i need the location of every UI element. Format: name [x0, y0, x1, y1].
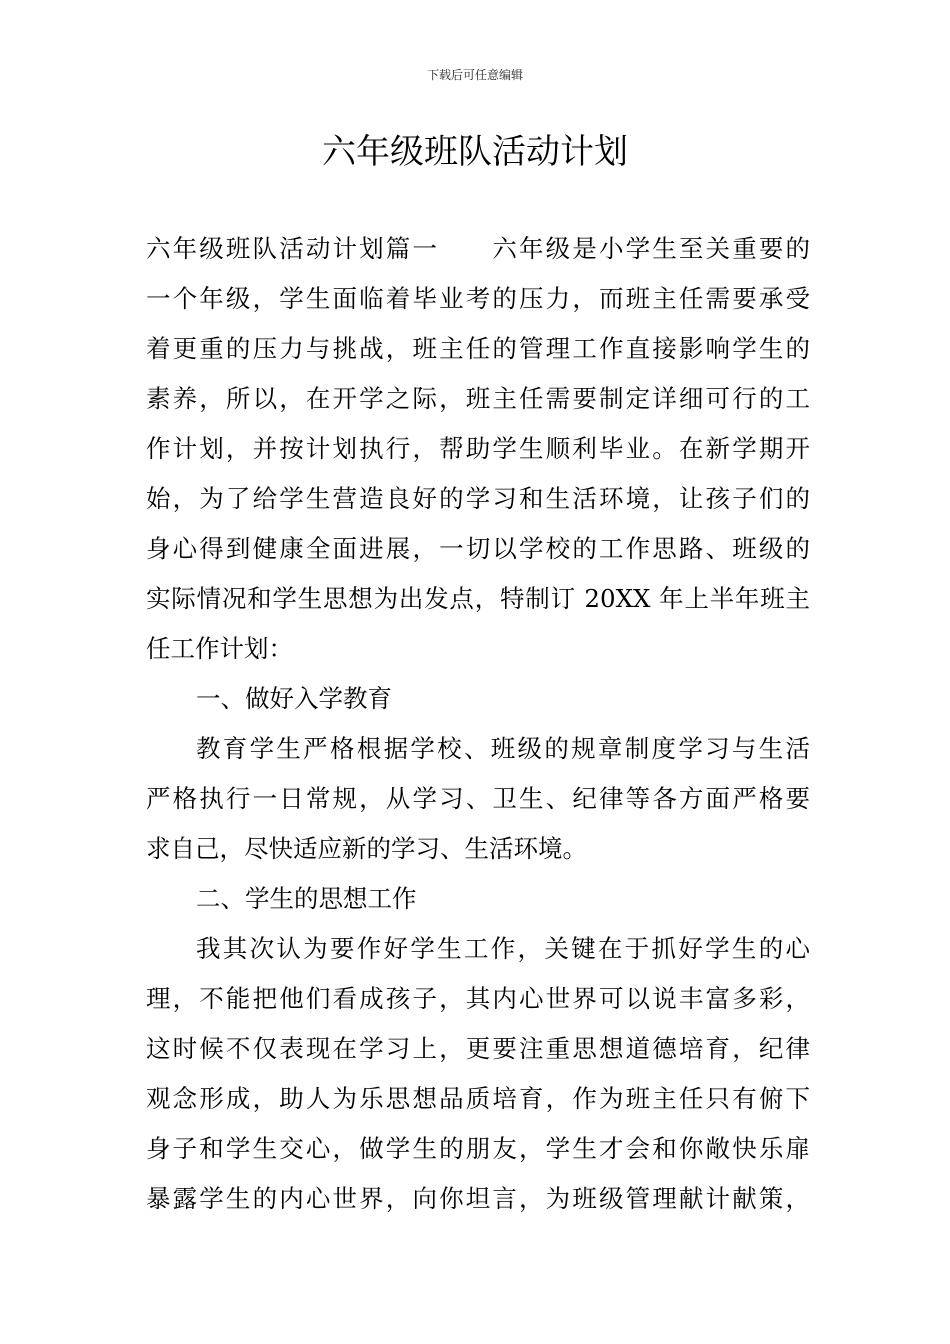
- text-line: 教育学生严格根据学校、班级的规章制度学习与生活: [196, 734, 810, 763]
- text-line: 一个年级，学生面临着毕业考的压力，而班主任需要承受: [146, 284, 810, 313]
- text-line: 理，不能把他们看成孩子，其内心世界可以说丰富多彩，: [146, 984, 810, 1013]
- text-line: 着更重的压力与挑战，班主任的管理工作直接影响学生的: [146, 334, 810, 363]
- text-line: 实际情况和学生思想为出发点，特制订 20XX 年上半年班主: [146, 584, 810, 613]
- text-line: 身子和学生交心，做学生的朋友，学生才会和你敞快乐扉: [146, 1134, 810, 1163]
- text-line: 求自己，尽快适应新的学习、生活环境。: [146, 834, 587, 863]
- section-heading-2: [146, 874, 810, 924]
- text-line: 我其次认为要作好学生工作，关键在于抓好学生的心: [196, 934, 810, 963]
- paragraph-ideological-work: [146, 924, 810, 1224]
- text-line: 作计划，并按计划执行，帮助学生顺利毕业。在新学期开: [146, 434, 810, 463]
- paragraph-intro: [146, 224, 810, 674]
- text-line: 暴露学生的内心世界，向你坦言，为班级管理献计献策，: [146, 1184, 810, 1213]
- text-line: 观念形成，助人为乐思想品质培育，作为班主任只有俯下: [146, 1084, 810, 1113]
- text-line: 身心得到健康全面进展，一切以学校的工作思路、班级的: [146, 534, 810, 563]
- text-line: 这时候不仅表现在学习上，更要注重思想道德培育，纪律: [146, 1034, 810, 1063]
- text-line: 始，为了给学生营造良好的学习和生活环境，让孩子们的: [146, 484, 810, 513]
- section-heading-1: [146, 674, 810, 724]
- paragraph-admission-education: [146, 724, 810, 874]
- text-line: 素养，所以，在开学之际，班主任需要制定详细可行的工: [146, 384, 810, 413]
- section-heading-text: 一、做好入学教育: [196, 684, 392, 713]
- text-line: 严格执行一日常规，从学习、卫生、纪律等各方面严格要: [146, 784, 810, 813]
- page-title: 六年级班队活动计划: [322, 132, 628, 172]
- header-note: 下载后可任意编辑: [426, 68, 523, 82]
- section-heading-text: 二、学生的思想工作: [196, 884, 417, 913]
- text-line: 任工作计划：: [146, 634, 293, 663]
- document-body: [146, 224, 810, 1224]
- text-line: 六年级班队活动计划篇一 六年级是小学生至关重要的: [146, 234, 810, 263]
